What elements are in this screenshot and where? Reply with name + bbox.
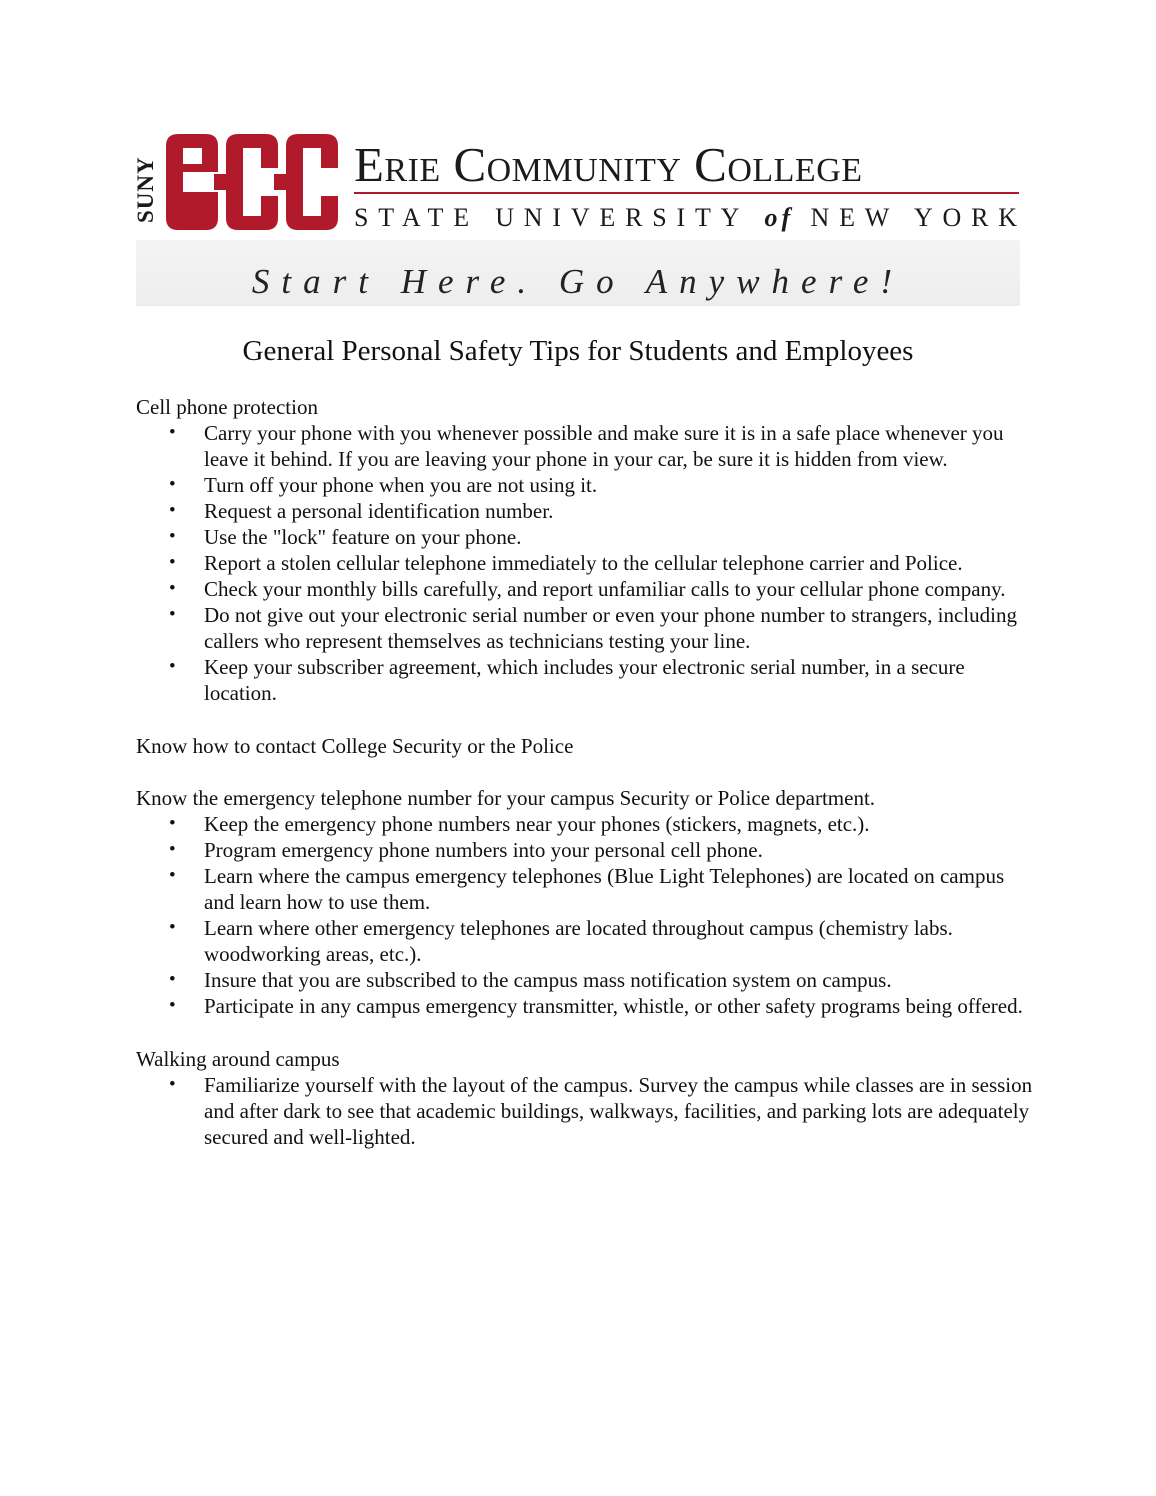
- section-heading-walking: Walking around campus: [136, 1047, 340, 1071]
- list-item: • Familiarize yourself with the layout of the campus. Survey the campus while classes are in session and after dark to see that academic buildings, walkways, facilities, and parking lots are adequately secured and well-lighted.: [136, 1072, 1036, 1150]
- walking-tips-list: [136, 1072, 1033, 1150]
- section-heading-contact: Know how to contact College Security or the Police: [136, 734, 574, 758]
- list-item: • Program emergency phone numbers into your personal cell phone.: [136, 837, 1036, 863]
- state-university-line: [354, 200, 1027, 236]
- suny-vertical-label: SUNY: [133, 156, 158, 224]
- list-item: • Participate in any campus emergency transmitter, whistle, or other safety programs being offered.: [136, 993, 1036, 1019]
- list-item: • Check your monthly bills carefully, and report unfamiliar calls to your cellular phone company.: [136, 576, 1036, 602]
- suny-line-part-2: NEW YORK: [794, 203, 1027, 232]
- list-item: • Do not give out your electronic serial number or even your phone number to strangers, including callers who represent themselves as technicians testing your line.: [136, 602, 1036, 654]
- list-item: • Turn off your phone when you are not using it.: [136, 472, 1036, 498]
- list-item: • Learn where other emergency telephones are located throughout campus (chemistry labs. woodworking areas, etc.).: [136, 915, 1036, 967]
- ecc-logo-shapes: [166, 134, 338, 230]
- list-item: • Keep the emergency phone numbers near your phones (stickers, magnets, etc.).: [136, 811, 1036, 837]
- list-item: • Use the "lock" feature on your phone.: [136, 524, 1036, 550]
- cell-phone-tips-list: [136, 420, 1026, 706]
- suny-line-of: of: [764, 203, 795, 232]
- header-divider: [354, 192, 1019, 194]
- list-item: • Request a personal identification number.: [136, 498, 1036, 524]
- section-intro-contact: Know the emergency telephone number for your campus Security or Police department.: [136, 786, 876, 810]
- list-item: • Carry your phone with you whenever possible and make sure it is in a safe place whenever you leave it behind. If you are leaving your phone in your car, be sure it is hidden from view.: [136, 420, 1036, 472]
- list-item: • Learn where the campus emergency telephones (Blue Light Telephones) are located on campus and learn how to use them.: [136, 863, 1036, 915]
- college-name: Erie Community College: [354, 137, 863, 192]
- college-header: [133, 130, 1027, 306]
- list-item: • Keep your subscriber agreement, which includes your electronic serial number, in a secure location.: [136, 654, 1036, 706]
- suny-line-part-1: STATE UNIVERSITY: [354, 203, 765, 232]
- document-body: [136, 394, 1033, 1150]
- tagline: Start Here. Go Anywhere!: [251, 262, 905, 301]
- list-item: • Insure that you are subscribed to the campus mass notification system on campus.: [136, 967, 1036, 993]
- document-title: General Personal Safety Tips for Students and Employees: [242, 335, 914, 367]
- section-heading-cell-phone: Cell phone protection: [136, 395, 318, 419]
- list-item: • Report a stolen cellular telephone immediately to the cellular telephone carrier and Police.: [136, 550, 1036, 576]
- ecc-logo-icon: [162, 134, 338, 230]
- contact-tips-list: [136, 811, 1026, 1019]
